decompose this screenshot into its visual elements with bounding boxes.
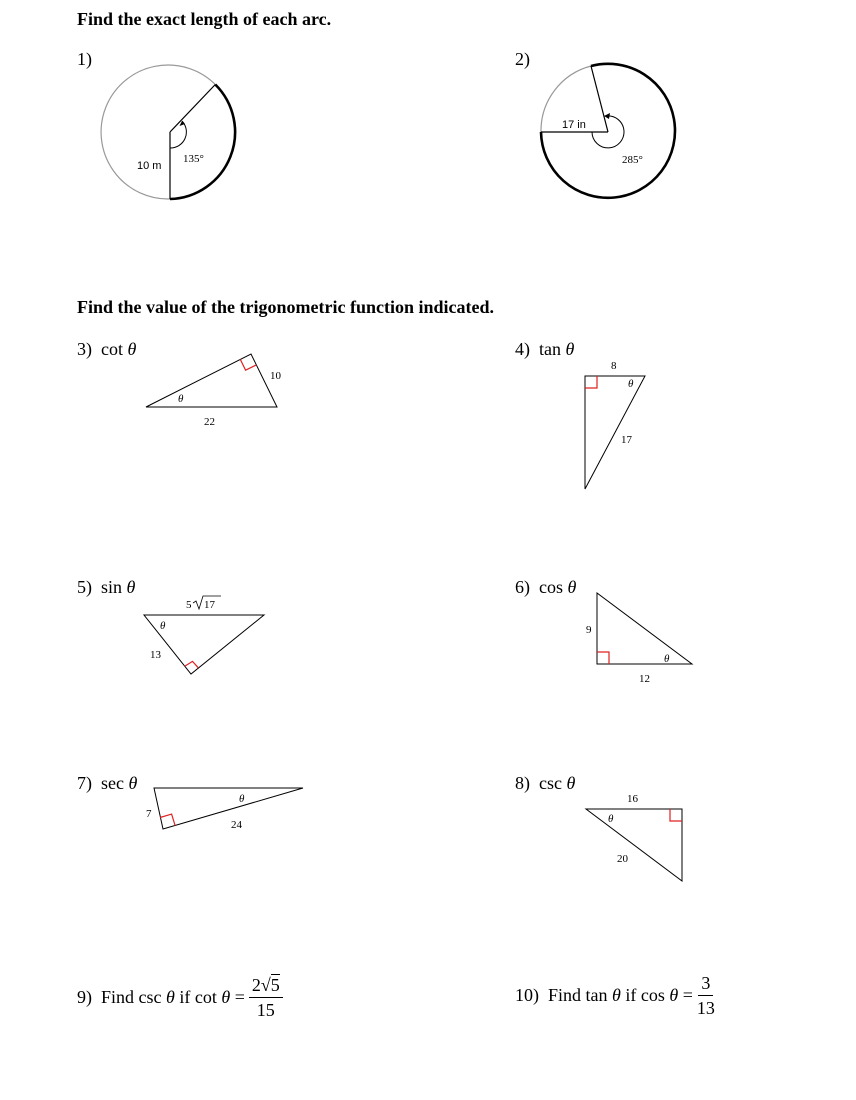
problem-10: 10) Find tan θ if cos θ = $\frac{3}{13}$ (515, 973, 715, 1018)
theta-label: θ (608, 813, 614, 825)
problem-5-triangle (140, 590, 270, 680)
problem-8-triangle (580, 785, 690, 890)
radius-line (170, 85, 215, 133)
problem-2-number: 2) (515, 49, 530, 69)
angle-label: 285° (622, 154, 643, 166)
problem-7-triangle (140, 780, 310, 840)
problem-6-label: 6) cos θ (515, 577, 577, 597)
right-angle-mark (597, 652, 609, 664)
side-label: 16 (627, 793, 638, 805)
side-label: 7 (146, 808, 152, 820)
side-label: 9 (586, 624, 592, 636)
unshaded-arc (101, 65, 215, 199)
radius-label: 17 in (562, 119, 586, 131)
side-label-radicand: 17 (204, 599, 215, 611)
problem-1-number: 1) (77, 49, 92, 69)
side-label: 13 (150, 649, 161, 661)
side-label: 10 (270, 370, 281, 382)
problem-5-label: 5) sin θ (77, 577, 136, 597)
side-label: 12 (639, 673, 650, 685)
radius-line (591, 66, 608, 132)
problem-8-label: 8) csc θ (515, 773, 576, 793)
section1-heading: Find the exact length of each arc. (77, 9, 332, 29)
problem-4-label: 4) tan θ (515, 339, 575, 359)
problem-9: 9) Find csc θ if cot θ = $\frac{2√5}{15}$ (77, 974, 283, 1021)
side-label: 8 (611, 360, 617, 372)
problem-7-label: 7) sec θ (77, 773, 138, 793)
theta-label: θ (160, 620, 166, 632)
theta-label: θ (178, 393, 184, 405)
side-label: 17 (621, 434, 632, 446)
problem-3-label: 3) cot θ (77, 339, 137, 359)
theta-label: θ (239, 793, 245, 805)
theta-label: θ (664, 653, 670, 665)
measured-arc (170, 85, 235, 200)
problem-10-fraction: $\frac{3}{13}$ (696, 973, 715, 1018)
radical-symbol: √ (260, 975, 271, 995)
angle-arc (170, 121, 186, 148)
side-label: 22 (204, 416, 215, 428)
section2-heading: Find the value of the trigonometric function indicated. (77, 297, 494, 317)
problem-6-triangle (580, 585, 700, 690)
theta-label: θ (628, 378, 634, 390)
right-angle-mark (585, 376, 597, 388)
angle-label: 135° (183, 153, 204, 165)
problem-4-triangle (575, 352, 655, 497)
side-label: 20 (617, 853, 628, 865)
right-angle-mark (670, 809, 682, 821)
side-label: 24 (231, 819, 242, 831)
problem-2-arc-diagram (530, 60, 690, 210)
problem-3-triangle (140, 350, 290, 435)
radius-label: 10 m (137, 160, 162, 172)
problem-1-arc-diagram (90, 60, 260, 210)
side-label-coefficient: 5 (186, 599, 192, 611)
problem-9-fraction: $\frac{2√5}{15}$ (249, 974, 283, 1021)
right-angle-mark (185, 661, 199, 667)
